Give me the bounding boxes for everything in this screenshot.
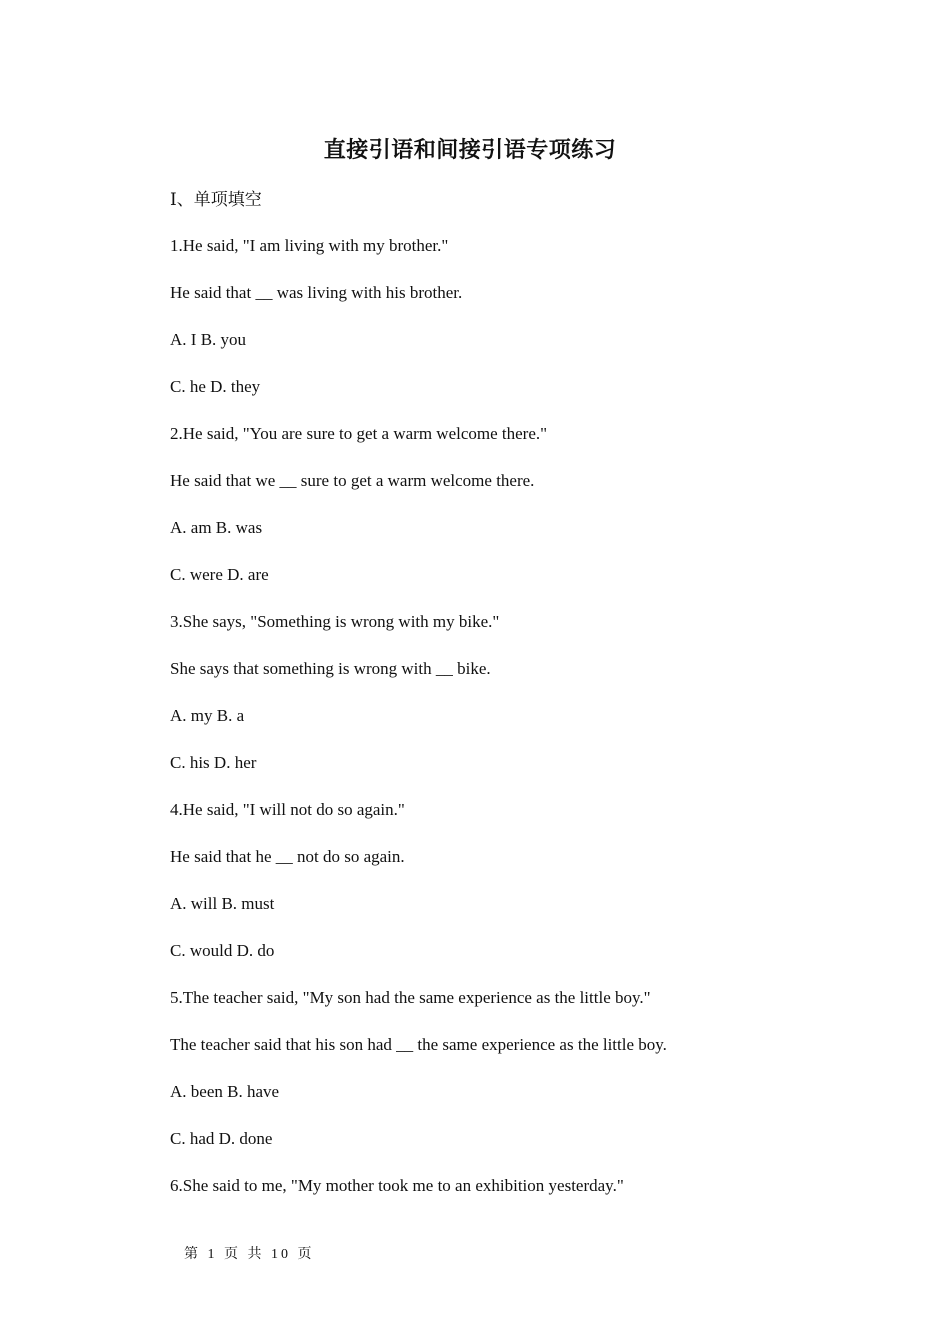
answer-options: C. his D. her	[170, 753, 257, 772]
question-line: 4.He said, "I will not do so again."	[170, 800, 405, 819]
question-list	[170, 233, 890, 1220]
question-line: He said that he __ not do so again.	[170, 847, 405, 866]
question-line: The teacher said that his son had __ the same experience as the little boy.	[170, 1035, 667, 1054]
question-line: 1.He said, "I am living with my brother."	[170, 236, 449, 255]
question-line: 3.She says, "Something is wrong with my bike."	[170, 612, 500, 631]
question-line: 2.He said, "You are sure to get a warm welcome there."	[170, 424, 548, 443]
question-line: She says that something is wrong with __ bike.	[170, 659, 491, 678]
question-line: He said that we __ sure to get a warm welcome there.	[170, 471, 535, 490]
answer-options: A. been B. have	[170, 1082, 280, 1101]
page-footer: 第 1 页 共 10 页	[184, 1247, 315, 1262]
answer-options: C. would D. do	[170, 941, 275, 960]
answer-options: C. had D. done	[170, 1129, 273, 1148]
question-line: 6.She said to me, "My mother took me to an exhibition yesterday."	[170, 1176, 624, 1195]
answer-options: C. were D. are	[170, 565, 269, 584]
section-heading: Ⅰ、单项填空	[170, 190, 262, 209]
question-line: 5.The teacher said, "My son had the same experience as the little boy."	[170, 988, 651, 1007]
answer-options: A. I B. you	[170, 330, 247, 349]
question-line: He said that __ was living with his brother.	[170, 283, 463, 302]
page-title: 直接引语和间接引语专项练习	[323, 137, 617, 162]
answer-options: A. my B. a	[170, 706, 245, 725]
answer-options: A. will B. must	[170, 894, 275, 913]
answer-options: A. am B. was	[170, 518, 263, 537]
answer-options: C. he D. they	[170, 377, 261, 396]
